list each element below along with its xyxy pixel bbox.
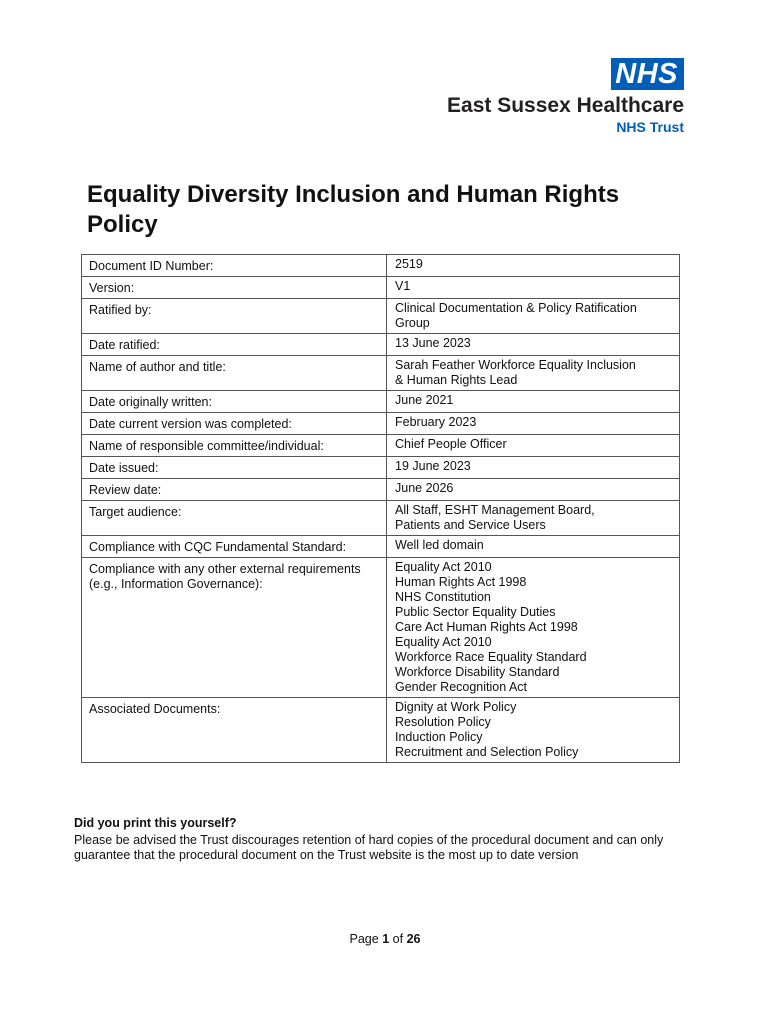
row-value bbox=[387, 334, 680, 356]
row-value-line: Induction Policy bbox=[395, 730, 483, 744]
organisation-name: East Sussex Healthcare bbox=[447, 94, 684, 117]
row-label: Date ratified: bbox=[82, 334, 387, 356]
row-value-line: All Staff, ESHT Management Board, bbox=[395, 503, 595, 517]
table-row bbox=[82, 413, 680, 435]
table-row bbox=[82, 356, 680, 391]
row-value bbox=[387, 501, 680, 536]
table-row bbox=[82, 558, 680, 698]
row-value-line: Equality Act 2010 bbox=[395, 560, 492, 574]
row-value-line: Sarah Feather Workforce Equality Inclusion bbox=[395, 358, 636, 372]
row-value-line: Well led domain bbox=[395, 538, 484, 552]
row-value-line: Resolution Policy bbox=[395, 715, 491, 729]
row-label: Compliance with CQC Fundamental Standard: bbox=[82, 536, 387, 558]
page-number: 1 bbox=[382, 932, 390, 946]
table-row bbox=[82, 698, 680, 763]
row-value-line: Recruitment and Selection Policy bbox=[395, 745, 579, 759]
print-notice-body: Please be advised the Trust discourages retention of hard copies of the procedural document and can only guarantee that the procedural document on the Trust website is the most up to date version bbox=[74, 833, 664, 862]
print-notice-title: Did you print this yourself? bbox=[74, 816, 237, 830]
row-value bbox=[387, 435, 680, 457]
row-value-line: Care Act Human Rights Act 1998 bbox=[395, 620, 578, 634]
row-value bbox=[387, 558, 680, 698]
row-label: Name of author and title: bbox=[82, 356, 387, 391]
row-value bbox=[387, 277, 680, 299]
row-value-line: NHS Constitution bbox=[395, 590, 491, 604]
row-value-line: June 2026 bbox=[395, 481, 454, 495]
of-word: of bbox=[392, 932, 404, 946]
row-label: Target audience: bbox=[82, 501, 387, 536]
table-row bbox=[82, 334, 680, 356]
row-value bbox=[387, 479, 680, 501]
row-value-line: Clinical Documentation & Policy Ratification bbox=[395, 301, 637, 315]
table-row bbox=[82, 501, 680, 536]
row-value-line: 13 June 2023 bbox=[395, 336, 471, 350]
row-label: Compliance with any other external requirements (e.g., Information Governance): bbox=[82, 558, 387, 698]
row-value-line: Workforce Race Equality Standard bbox=[395, 650, 587, 664]
row-label: Date issued: bbox=[82, 457, 387, 479]
row-value-line: 2519 bbox=[395, 257, 423, 271]
row-value bbox=[387, 391, 680, 413]
table-row bbox=[82, 457, 680, 479]
page-word: Page bbox=[349, 932, 379, 946]
row-label: Document ID Number: bbox=[82, 255, 387, 277]
table-row bbox=[82, 435, 680, 457]
document-title: Equality Diversity Inclusion and Human Rights Policy bbox=[87, 181, 620, 238]
row-value bbox=[387, 356, 680, 391]
row-value-line: Patients and Service Users bbox=[395, 518, 546, 532]
row-label: Date current version was completed: bbox=[82, 413, 387, 435]
row-label: Name of responsible committee/individual: bbox=[82, 435, 387, 457]
row-label: Version: bbox=[82, 277, 387, 299]
table-row bbox=[82, 255, 680, 277]
table-row bbox=[82, 299, 680, 334]
row-label: Date originally written: bbox=[82, 391, 387, 413]
row-value-line: & Human Rights Lead bbox=[395, 373, 518, 387]
row-value-line: V1 bbox=[395, 279, 411, 293]
row-value-line: Gender Recognition Act bbox=[395, 680, 528, 694]
page-total: 26 bbox=[406, 932, 421, 946]
row-value-line: Public Sector Equality Duties bbox=[395, 605, 556, 619]
row-value bbox=[387, 255, 680, 277]
row-value bbox=[387, 413, 680, 435]
table-row bbox=[82, 536, 680, 558]
nhs-logo bbox=[404, 58, 684, 136]
row-value bbox=[387, 457, 680, 479]
row-value-line: Equality Act 2010 bbox=[395, 635, 492, 649]
table-row bbox=[82, 391, 680, 413]
row-label: Associated Documents: bbox=[82, 698, 387, 763]
row-value-line: Dignity at Work Policy bbox=[395, 700, 517, 714]
row-value-line: Human Rights Act 1998 bbox=[395, 575, 527, 589]
row-value-line: June 2021 bbox=[395, 393, 454, 407]
row-value-line: 19 June 2023 bbox=[395, 459, 471, 473]
row-value-line: Group bbox=[395, 316, 430, 330]
row-value-line: Workforce Disability Standard bbox=[395, 665, 560, 679]
table-row bbox=[82, 277, 680, 299]
document-metadata-table bbox=[81, 254, 680, 763]
row-value bbox=[387, 698, 680, 763]
page-footer bbox=[0, 932, 770, 946]
nhs-logo-mark: NHS bbox=[611, 58, 684, 90]
row-value bbox=[387, 536, 680, 558]
row-label: Review date: bbox=[82, 479, 387, 501]
row-label: Ratified by: bbox=[82, 299, 387, 334]
organisation-trust: NHS Trust bbox=[616, 119, 684, 135]
row-value-line: February 2023 bbox=[395, 415, 477, 429]
row-value-line: Chief People Officer bbox=[395, 437, 507, 451]
table-row bbox=[82, 479, 680, 501]
row-value bbox=[387, 299, 680, 334]
